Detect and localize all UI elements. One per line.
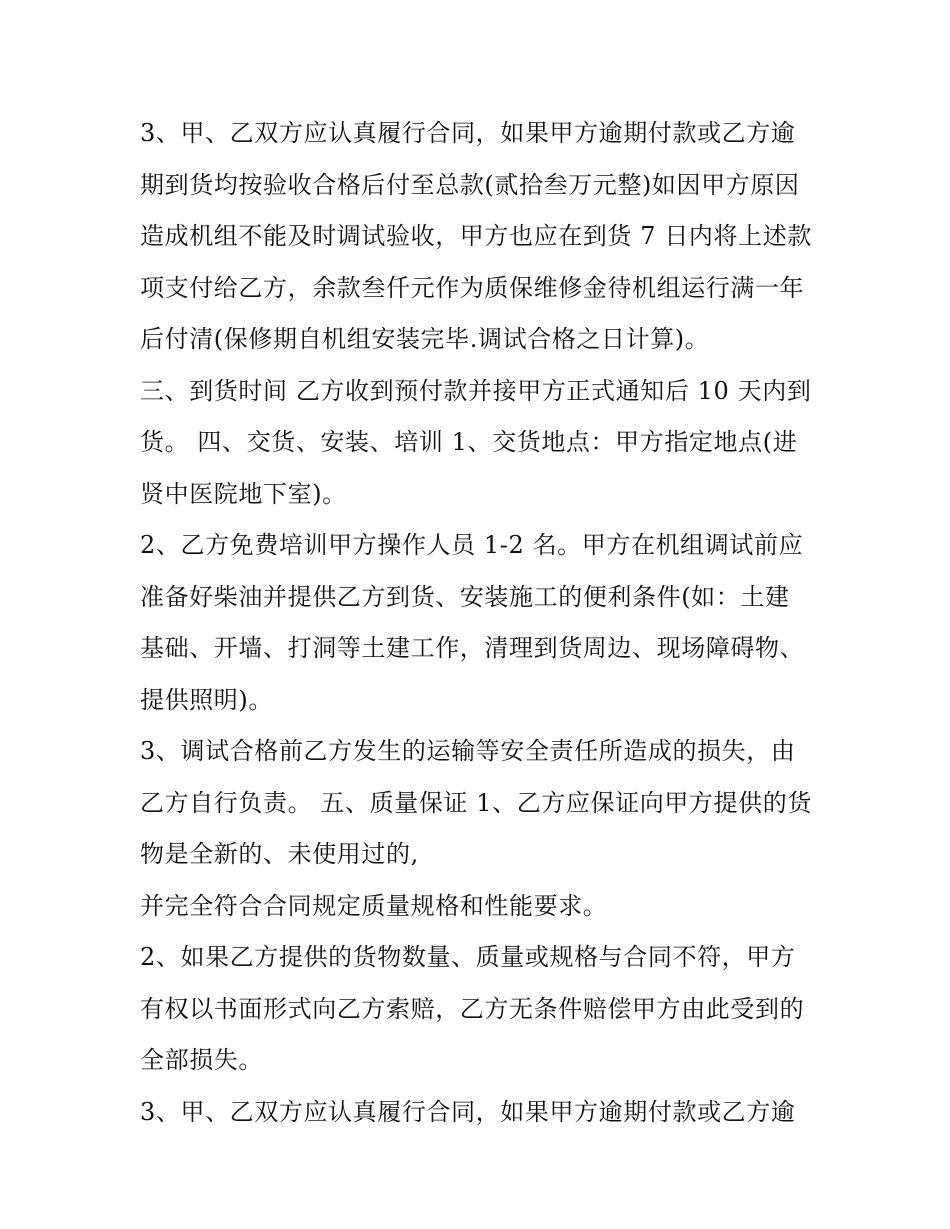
text-line: 2、如果乙方提供的货物数量、质量或规格与合同不符，甲方 — [140, 943, 796, 971]
text-line: 贤中医院地下室)。 — [140, 479, 347, 508]
text-line: 全部损失。 — [140, 1046, 263, 1074]
text-line: 并完全符合合同规定质量规格和性能要求。 — [140, 891, 608, 920]
text-line: 乙方自行负责。 五、质量保证 1、乙方应保证向甲方提供的货 — [140, 788, 812, 817]
text-line: 货。 四、交货、安装、培训 1、交货地点：甲方指定地点(进 — [140, 428, 798, 456]
document-body — [140, 108, 830, 1138]
text-line: 物是全新的、未使用过的, — [140, 840, 419, 868]
text-line: 基础、开墙、打洞等土建工作，清理到货周边、现场障碍物、 — [140, 634, 805, 662]
text-line: 三、到货时间 乙方收到预付款并接甲方正式通知后 10 天内到 — [140, 376, 812, 405]
text-line: 有权以书面形式向乙方索赔，乙方无条件赔偿甲方由此受到的 — [140, 994, 805, 1023]
text-line: 3、调试合格前乙方发生的运输等安全责任所造成的损失，由 — [140, 737, 796, 765]
text-line: 后付清(保修期自机组安装完毕.调试合格之日计算)。 — [140, 325, 710, 353]
text-line: 造成机组不能及时调试验收，甲方也应在到货 7 日内将上述款 — [140, 222, 812, 250]
text-line: 2、乙方免费培训甲方操作人员 1-2 名。甲方在机组调试前应 — [140, 531, 804, 559]
text-line: 3、甲、乙双方应认真履行合同，如果甲方逾期付款或乙方逾 — [140, 1097, 796, 1126]
text-line: 3、甲、乙双方应认真履行合同，如果甲方逾期付款或乙方逾 — [140, 119, 796, 147]
text-line: 项支付给乙方，余款叁仟元作为质保维修金待机组运行满一年 — [140, 273, 805, 302]
text-line: 期到货均按验收合格后付至总款(贰拾叁万元整)如因甲方原因 — [140, 170, 800, 199]
text-line: 提供照明)。 — [140, 685, 273, 714]
text-line: 准备好柴油并提供乙方到货、安装施工的便利条件(如：土建 — [140, 582, 790, 611]
